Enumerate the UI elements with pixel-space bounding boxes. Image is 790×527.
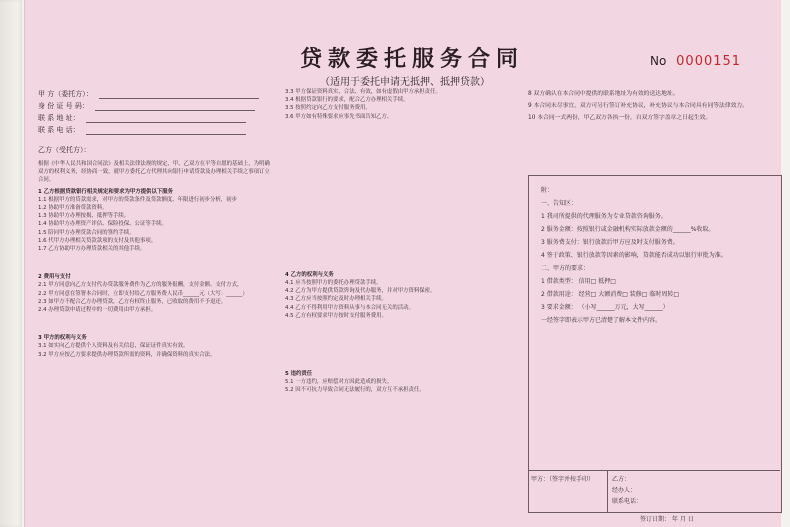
appendix-line: 一经签字即表示甲方已清楚了解本文件内容。 <box>541 317 662 324</box>
address-row <box>38 112 259 124</box>
phone-row <box>38 124 259 136</box>
appendix-line: 一、告知区： <box>541 200 578 207</box>
serial-label: No <box>650 54 667 68</box>
intro-text: 根据《中华人民共和国合同法》及相关法律法规的规定，甲、乙双方在平等自愿的基础上，为明确双方的权利义务，经协商一致，就甲方委托乙方代理其向银行申请贷款及办理相关手续之事项订立合同。 <box>38 161 270 184</box>
contract-subtitle: （适用于委托申请无抵押、抵押贷款） <box>320 77 490 88</box>
party-a-blank[interactable] <box>99 90 259 99</box>
section-1-item: 1.3 协助甲方办理按揭、抵押等手续。 <box>38 213 130 220</box>
section-4-item: 4.4 乙方不得利用甲方资料从事与本合同无关的活动。 <box>285 304 414 311</box>
section-4-item: 4.2 乙方为甲方提供贷款咨询及代办服务，并对甲方资料保密。 <box>285 288 436 295</box>
appendix-line: 1 我司所提供的代理服务为专业贷款咨询服务。 <box>541 213 667 220</box>
agent-label: 经办人： <box>612 487 637 494</box>
appendix-line: 1 借款类型： 信用□ 抵押□ <box>541 278 616 285</box>
appendix-line: 二、甲方的要求： <box>541 265 590 272</box>
section-1-item: 1.5 陪同甲方办理贷款合同的签约手续。 <box>38 229 135 236</box>
section-2-heading: 2 费用与支付 <box>38 274 71 281</box>
party-b-sign-label: 乙方： <box>612 476 631 483</box>
section-4-item: 4.5 乙方有权要求甲方按时支付服务费用。 <box>285 312 387 319</box>
section-1-item: 1.7 乙方协助甲方办理贷款相关的其他手续。 <box>38 246 146 253</box>
phone-label: 联 系 电 话： <box>38 126 80 134</box>
section-1-item: 1.4 协助甲方办理资产评估、保险投保、公证等手续。 <box>38 221 167 228</box>
appendix-line: 2 服务金额：按照银行或金融机构实际放款金额的______%收取。 <box>541 226 715 233</box>
column-2-item: 3.4 根据贷款银行的要求，配合乙方办理相关手续。 <box>285 97 409 104</box>
appendix-line: 2 借款用途： 经营□ 大额消费□ 装修□ 临时周转□ <box>541 291 680 298</box>
appendix-content <box>541 184 773 327</box>
column-2-item: 3.5 按照约定向乙方支付服务费用。 <box>285 105 371 112</box>
clause-item: 10 本合同一式两份，甲乙双方各执一份，自双方签字盖章之日起生效。 <box>528 115 712 121</box>
section-1-item: 1.2 协助甲方准备贷款资料。 <box>38 205 108 212</box>
appendix-box <box>528 175 782 513</box>
column-2-item: 3.6 甲方如有特殊要求应事先书面告知乙方。 <box>285 113 393 120</box>
appendix-line: 3 要求金额： （小写______万元，大写______） <box>541 304 669 311</box>
address-blank[interactable] <box>86 114 246 123</box>
contract-title: 贷款委托服务合同 <box>300 46 525 72</box>
column-2-item: 3.3 甲方保证资料真实、合法、有效，如有虚假由甲方承担责任。 <box>285 89 441 95</box>
contact-phone-label: 联系电话： <box>612 498 643 505</box>
section-4-heading: 4 乙方的权利与义务 <box>285 271 334 278</box>
section-1-heading: 1 乙方根据贷款银行相关规定和要求为甲方提供以下服务 <box>38 188 174 195</box>
party-b-label: 乙方（受托方）： <box>38 146 91 154</box>
section-4-item: 4.1 应当按照甲方的委托办理贷款手续。 <box>285 280 382 287</box>
signature-area <box>528 470 780 512</box>
id-no-row <box>38 100 259 112</box>
section-2-item: 2.3 如甲方不配合乙方办理贷款，乙方有权终止服务，已收取的费用不予退还。 <box>38 298 227 305</box>
id-no-label: 身 份 证 号 码： <box>38 102 89 110</box>
clause-item: 9 本合同未尽事宜，双方可另行签订补充协议，补充协议与本合同具有同等法律效力。 <box>528 103 749 109</box>
party-b-row <box>38 144 259 156</box>
serial-value: 0000151 <box>676 54 742 69</box>
sign-date: 签订日期： 年 月 日 <box>640 516 694 523</box>
section-4-item: 4.3 乙方应当按照约定及时办理相关手续。 <box>285 296 387 303</box>
party-a-label: 甲 方（委托方）： <box>38 90 93 98</box>
column-3 <box>528 88 780 124</box>
section-2-item: 2.4 办理贷款申请过程中的一切费用由甲方承担。 <box>38 307 157 314</box>
column-2 <box>285 88 517 395</box>
section-5-heading: 5 违约责任 <box>285 371 313 378</box>
section-5-item: 5.2 因不可抗力导致合同无法履行的，双方互不承担责任。 <box>285 387 425 394</box>
section-3-item: 3.2 甲方应按乙方要求提供办理贷款所需的资料，并确保资料的真实合法。 <box>38 351 216 358</box>
section-3-heading: 3 甲方的权利与义务 <box>38 335 87 342</box>
serial-number <box>650 54 741 69</box>
id-no-blank[interactable] <box>95 102 255 111</box>
clause-item: 8 双方确认在本合同中提供的联系地址为有效的送达地址。 <box>528 91 679 97</box>
column-1 <box>38 160 274 359</box>
section-1-item: 1.6 代甲方办理相关贷款款项的支付及其他事项。 <box>38 237 157 244</box>
book-binding-edge <box>0 0 22 527</box>
section-2-item: 2.1 甲方同意向乙方支付代办贷款服务费作为乙方的服务报酬，支付金额、支付方式， <box>38 282 243 289</box>
appendix-title: 附： <box>541 187 554 194</box>
phone-blank[interactable] <box>86 126 246 135</box>
party-a-signature[interactable]: 甲方：（签字并按手印） <box>528 471 608 512</box>
appendix-line: 3 服务费支付：银行放款后甲方应及时支付服务费。 <box>541 239 679 246</box>
party-a-fields <box>38 88 259 156</box>
appendix-line: 4 签于政策、银行放款等因素的影响，贷款能否成功以银行审批为准。 <box>541 252 727 259</box>
section-5-item: 5.1 一方违约，应赔偿对方因此造成的损失。 <box>285 379 393 386</box>
address-label: 联 系 地 址： <box>38 114 80 122</box>
section-1-item: 1.1 根据甲方的贷款需求，对甲方的贷款条件及贷款额度、年限进行初步分析，初步 <box>38 196 237 203</box>
section-2-item: 2.2 甲方同意在签署本合同时，立即支付给乙方服务费人民币______元（大写：______） <box>38 290 248 297</box>
party-a-name-row <box>38 88 259 100</box>
party-b-signature-block <box>612 474 642 507</box>
section-3-item: 3.1 如实向乙方提供个人资料及有关信息，保证证件真实有效。 <box>38 343 189 350</box>
